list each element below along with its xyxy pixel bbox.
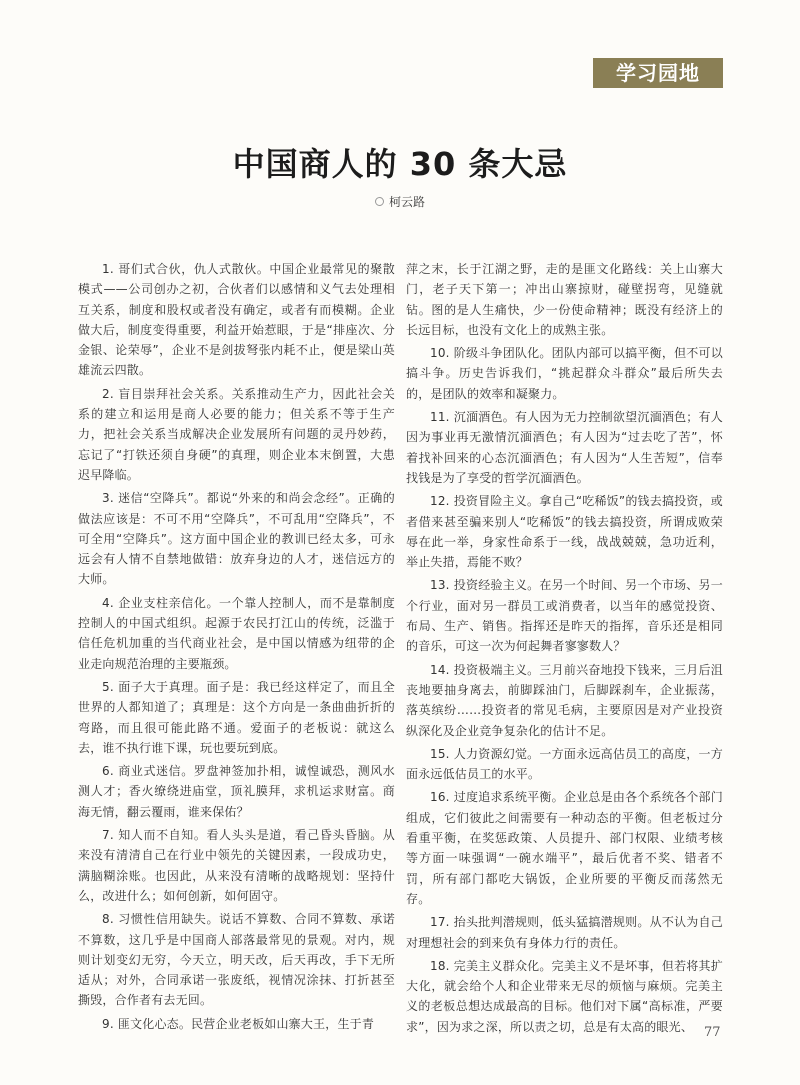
section-tag: 学习园地 (593, 58, 723, 88)
paragraph: 17. 抬头批判潜规则，低头猛搞潜规则。从不认为自己对理想社会的到来负有身体力行的责任。 (406, 915, 723, 950)
paragraph: 15. 人力资源幻觉。一方面永远高估员工的高度，一方面永远低估员工的水平。 (406, 746, 723, 782)
page-number: 77 (704, 1025, 721, 1040)
paragraph: 18. 完美主义群众化。完美主义不是坏事，但若将其扩大化，就会给个人和企业带来无尽的烦恼与麻烦。完美主义的老板总想达成最高的目标。他们对下属“高标准，严要求”，因为求之深，所以责之切，总是有太高的眼光、 (406, 958, 723, 1034)
paragraph: 6. 商业式迷信。罗盘神签加扑相，诚惶诚恐，测风水测人才；香火缭绕进庙堂，顶礼膜拜，求机运求财富。商海无情，翻云覆雨，谁来保佑？ (78, 764, 395, 819)
paragraph: 8. 习惯性信用缺失。说话不算数、合同不算数、承诺不算数，这几乎是中国商人部落最常见的景观。对内，规则计划变幻无穷，今天立，明天改，后天再改，手下无所适从；对外，合同承诺一张废纸，视情况涂抹、打折甚至撕毁，合作者有去无回。 (78, 912, 395, 1008)
paragraph: 10. 阶级斗争团队化。团队内部可以搞平衡，但不可以搞斗争。历史告诉我们，“挑起群众斗群众”最后所失去的，是团队的效率和凝聚力。 (406, 346, 723, 401)
paragraph: 14. 投资极端主义。三月前兴奋地投下钱来，三月后沮丧地要抽身离去，前脚踩油门，后脚踩刹车，企业振荡，落英缤纷……投资者的常见毛病，主要原因是对产业投资纵深化及企业竞争复杂化的估计不足。 (406, 662, 723, 738)
paragraph: 11. 沉湎酒色。有人因为无力控制欲望沉湎酒色；有人因为事业再无激情沉湎酒色；有人因为“过去吃了苦”，怀着找补回来的心态沉湎酒色；有人因为“人生苦短”，信奉找钱是为了享受的哲学沉湎酒色。 (406, 410, 723, 485)
byline (0, 193, 800, 211)
bullet-circle-icon (375, 197, 384, 206)
paragraph: 4. 企业支柱亲信化。一个靠人控制人，而不是靠制度控制人的中国式组织。起源于农民打江山的传统，泛滥于信任危机加重的当代商业社会，是中国以情感为纽带的企业走向规范治理的主要瓶颈。 (78, 595, 395, 671)
article-title: 中国商人的 30 条大忌 (232, 145, 568, 183)
right-column (406, 259, 723, 1040)
paragraph: 12. 投资冒险主义。拿自己“吃稀饭”的钱去搞投资，或者借来甚至骗来别人“吃稀饭”的钱去搞投资，所谓成败荣辱在此一举，身家性命系于一线，战战兢兢，急功近利，举止失措，焉能不败？ (406, 494, 723, 570)
paragraph: 1. 哥们式合伙，仇人式散伙。中国企业最常见的聚散模式——公司创办之初，合伙者们以感情和义气去处理相互关系，制度和股权或者没有确定，或者有而模糊。企业做大后，制度变得重要，利益开始惹眼，于是“排座次、分金银、论荣辱”，企业不是剑拔弩张内耗不止，便是梁山英雄流云四散。 (78, 262, 395, 378)
left-column (78, 259, 395, 1037)
paragraph: 16. 过度追求系统平衡。企业总是由各个系统各个部门组成，它们彼此之间需要有一种动态的平衡。但老板过分看重平衡，在奖惩政策、人员提升、部门权限、业绩考核等方面一味强调“一碗水端平”，最后优者不奖、错者不罚，所有部门都吃大锅饭，企业所要的平衡反而荡然无存。 (406, 790, 723, 906)
paragraph: 5. 面子大于真理。面子是：我已经这样定了，而且全世界的人都知道了；真理是：这个方向是一条曲曲折折的弯路，而且很可能此路不通。爱面子的老板说：就这么去，谁不执行谁下课，玩也要玩到底。 (78, 679, 395, 755)
paragraph: 13. 投资经验主义。在另一个时间、另一个市场、另一个行业，面对另一群员工或消费者，以当年的感觉投资、布局、生产、销售。指挥还是昨天的指挥，音乐还是相同的音乐，可这一次为何起舞者寥寥数人？ (406, 578, 723, 654)
author-name: 柯云路 (388, 195, 425, 209)
paragraph: 7. 知人而不自知。看人头头是道，看己昏头昏脑。从来没有清清自己在行业中领先的关键因素，一段成功史，满脑糊涂账。也因此，从来没有清晰的战略规划：坚持什么，改进什么；如何创新，如何固守。 (78, 828, 395, 903)
paragraph: 9. 匪文化心态。民营企业老板如山寨大王，生于青 (102, 1016, 375, 1031)
paragraph-continued: 萍之末，长于江湖之野，走的是匪文化路线：关上山寨大门，老子天下第一；冲出山寨掠财，碰壁拐弯，见缝就钻。图的是人生痛快，少一份使命精神；既没有经济上的长远目标，也没有文化上的成熟主张。 (406, 262, 723, 337)
paragraph: 3. 迷信“空降兵”。都说“外来的和尚会念经”。正确的做法应该是：不可不用“空降兵”，不可乱用“空降兵”，不可全用“空降兵”。这方面中国企业的教训已经太多，可永远会有人情不自禁地做错：放弃身边的人才，迷信远方的大师。 (78, 491, 395, 587)
paragraph: 2. 盲目崇拜社会关系。关系推动生产力，因此社会关系的建立和运用是商人必要的能力；但关系不等于生产力，把社会关系当成解决企业发展所有问题的灵丹妙药，忘记了“打铁还须自身硬”的真理，则企业本末倒置，大患迟早降临。 (78, 386, 395, 482)
